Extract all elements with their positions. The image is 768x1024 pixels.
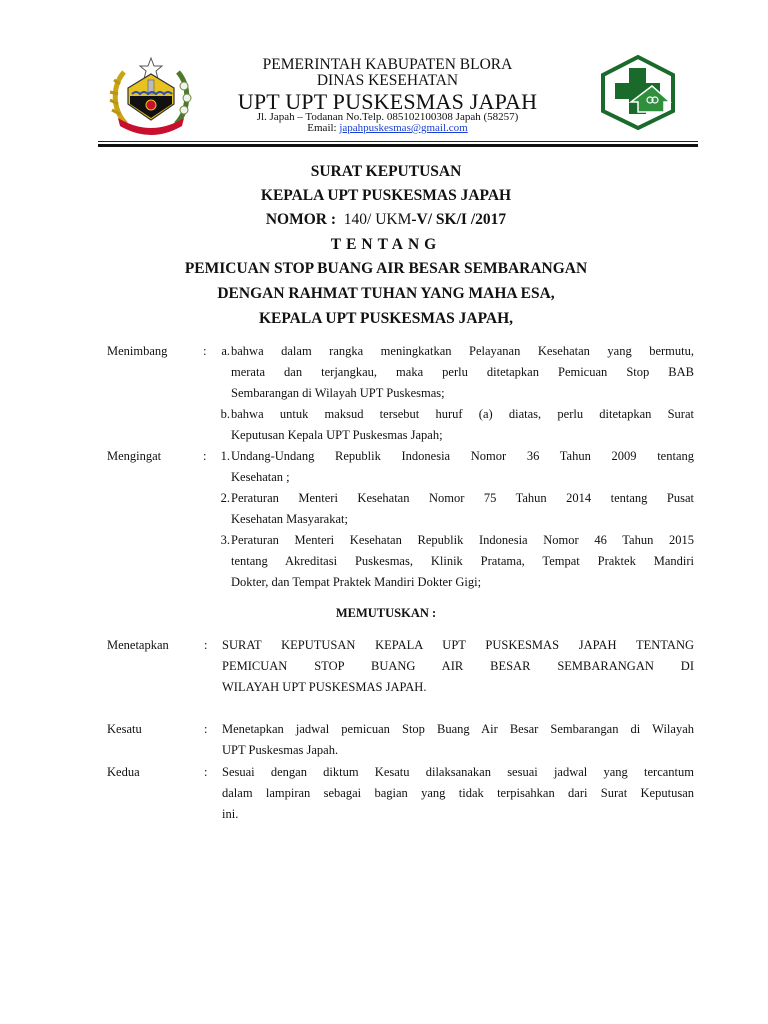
menetapkan-text: SURAT KEPUTUSAN KEPALA UPT PUSKESMAS JAPAH TENTANG PEMICUAN STOP BUANG AIR BESAR SEMBARANGAN DI WILAYAH UPT PUSKESMAS JAPAH. <box>222 638 694 694</box>
mengingat-label: Mengingat <box>107 449 162 463</box>
nomor-label: NOMOR : <box>265 211 337 228</box>
mengingat-item-1: Undang-Undang Republik Indonesia Nomor 36 Tahun 2009 tentang Kesehatan ; <box>231 449 694 484</box>
letterhead-address: Jl. Japah – Todanan No.Telp. 085102100308 Japah (58257) <box>256 111 519 123</box>
item-marker: 1. <box>220 449 230 463</box>
issuer: KEPALA UPT PUSKESMAS JAPAH <box>260 187 512 204</box>
menimbang-colon: : <box>203 344 207 358</box>
item-marker: a. <box>221 344 230 358</box>
mengingat-colon: : <box>203 449 207 463</box>
menetapkan-label: Menetapkan <box>107 638 169 652</box>
puskesmas-logo-icon <box>598 54 678 130</box>
issuer-signature-heading: KEPALA UPT PUSKESMAS JAPAH, <box>258 310 514 327</box>
mengingat-item-2: Peraturan Menteri Kesehatan Nomor 75 Tahun 2014 tentang Pusat Kesehatan Masyarakat; <box>231 491 694 526</box>
doc-type: SURAT KEPUTUSAN <box>310 163 462 180</box>
letterhead-department: DINAS KESEHATAN <box>316 72 459 89</box>
letterhead-institution: UPT UPT PUSKESMAS JAPAH <box>237 89 538 114</box>
letterhead-divider-thin <box>98 141 698 142</box>
blora-regency-emblem-icon <box>104 54 198 138</box>
menetapkan-colon: : <box>204 638 208 652</box>
kedua-colon: : <box>204 765 208 779</box>
letterhead-divider-thick <box>98 144 698 147</box>
mengingat-item-3: Peraturan Menteri Kesehatan Republik Indonesia Nomor 46 Tahun 2015 tentang Akreditasi Puskesmas, Klinik Pratama, Tempat Praktek Mandiri Dokter, dan Tempat Praktek Mandiri Dokter Gigi; <box>231 533 694 589</box>
kedua-label: Kedua <box>107 765 140 779</box>
email-link[interactable]: japahpuskesmas@gmail.com <box>339 122 468 134</box>
doc-number <box>100 211 672 229</box>
nomor-number: 140/ UKM <box>343 211 412 228</box>
kesatu-label: Kesatu <box>107 722 142 736</box>
subject-title: PEMICUAN STOP BUANG AIR BESAR SEMBARANGAN <box>184 260 588 277</box>
menimbang-item-b: bahwa untuk maksud tersebut huruf (a) diatas, perlu ditetapkan Surat Keputusan Kepala UPT Puskesmas Japah; <box>231 407 694 442</box>
menimbang-label: Menimbang <box>107 344 168 358</box>
menimbang-item-a: bahwa dalam rangka meningkatkan Pelayanan Kesehatan yang bermutu, merata dan terjangkau, maka perlu ditetapkan Pemicuan Stop BAB Sembarangan di Wilayah UPT Puskesmas; <box>231 344 694 400</box>
nomor-suffix: -V/ SK/I /2017 <box>411 211 507 228</box>
item-marker: 2. <box>220 491 230 505</box>
item-marker: 3. <box>220 533 230 547</box>
tentang-heading: TENTANG <box>330 236 442 253</box>
kedua-text: Sesuai dengan diktum Kesatu dilaksanakan sesuai jadwal yang tercantum dalam lampiran sebagai bagian yang tidak terpisahkan dari Surat Keputusan ini. <box>222 765 694 821</box>
kesatu-colon: : <box>204 722 208 736</box>
invocation: DENGAN RAHMAT TUHAN YANG MAHA ESA, <box>217 285 555 302</box>
item-marker: b. <box>220 407 230 421</box>
memutuskan-heading: MEMUTUSKAN : <box>335 606 437 620</box>
email-label: Email: <box>307 122 340 134</box>
letterhead-government: PEMERINTAH KABUPATEN BLORA <box>262 56 513 73</box>
letterhead-email-line <box>200 122 575 134</box>
kesatu-text: Menetapkan jadwal pemicuan Stop Buang Air Besar Sembarangan di Wilayah UPT Puskesmas Japah. <box>222 722 694 757</box>
